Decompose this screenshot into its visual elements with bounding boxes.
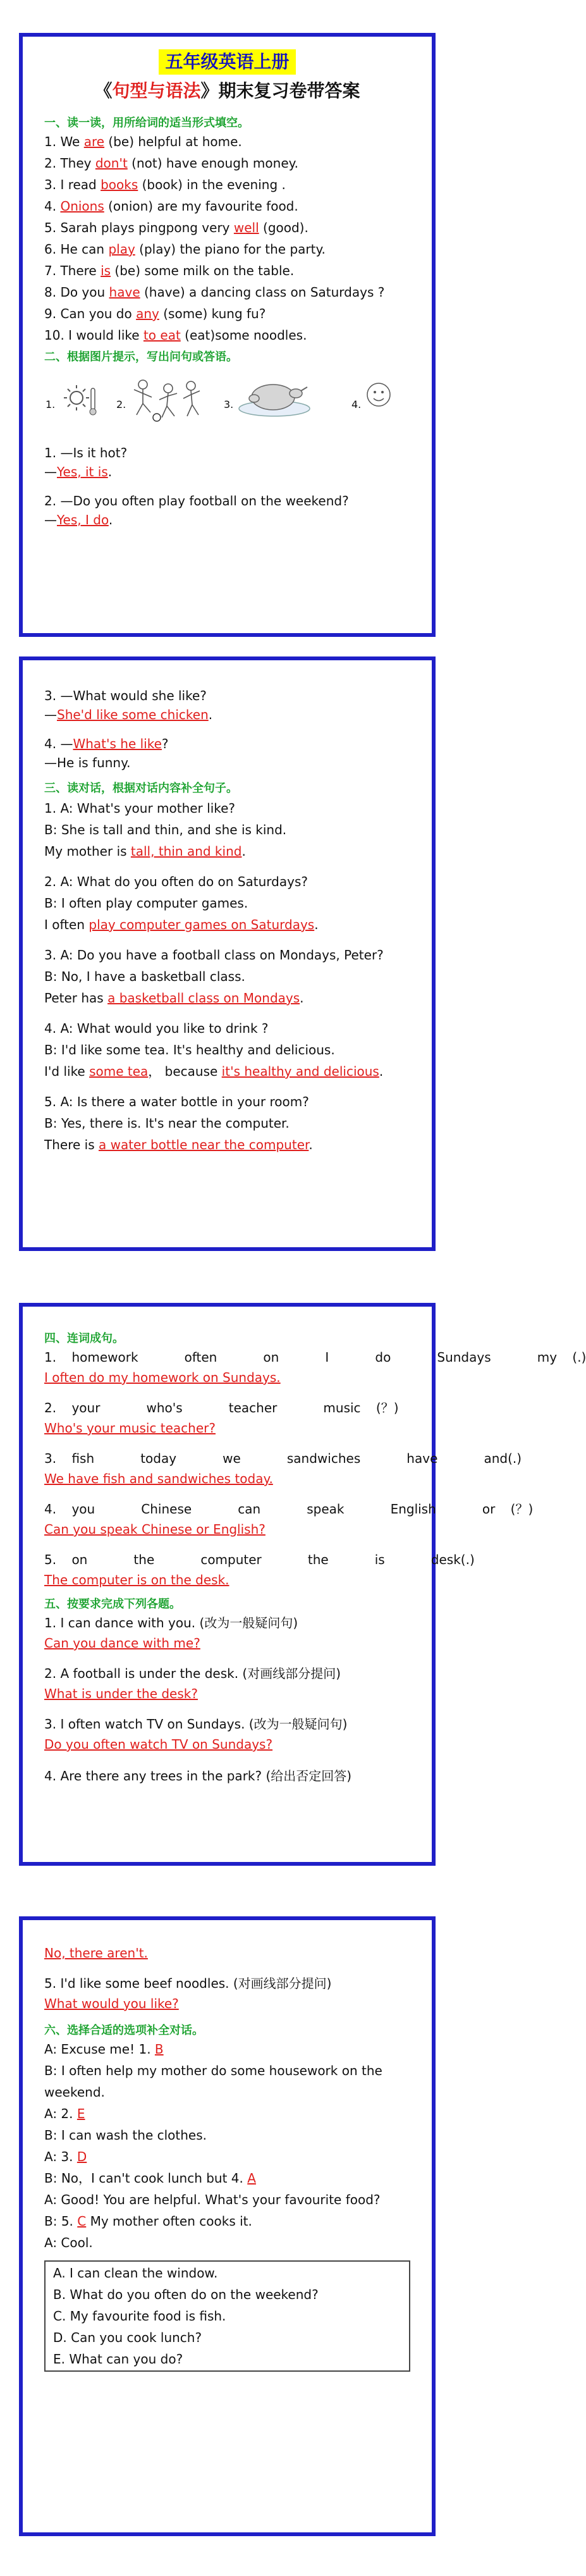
fill-blank-item: 9. Can you do any (some) kung fu? xyxy=(44,306,266,321)
dialogue-1: 1. A: What's your mother like? B: She is tall and thin, and she is kind. My mother is tall, thin and kind. xyxy=(44,801,287,859)
dialogue-4: 4. A: What would you like to drink ? B: I'd like some tea. It's healthy and delicious. I'd like some tea， because it's healthy and delicious. xyxy=(44,1021,384,1079)
section-4-list xyxy=(44,1350,586,1587)
options-box xyxy=(44,2260,410,2372)
blank-answer: to eat xyxy=(143,328,181,343)
sentence-answer: Who's your music teacher? xyxy=(44,1420,216,1436)
picture-row: 1. 2. 3. 4. xyxy=(44,376,410,426)
roast-chicken-picture xyxy=(236,376,312,420)
blank-answer: books xyxy=(101,177,138,192)
blank-answer: play xyxy=(108,242,135,257)
transform-question: 3. I often watch TV on Sundays. (改为一般疑问句) xyxy=(44,1716,348,1732)
option-a: A. I can clean the window. xyxy=(53,2265,218,2281)
section-5-heading: 五、按要求完成下列各题。 xyxy=(44,1598,181,1611)
dialogue-3: 3. A: Do you have a football class on Mondays, Peter? B: No, I have a basketball class. Peter has a basketball class on Mondays. xyxy=(44,947,384,1006)
blank-answer: are xyxy=(83,134,105,149)
blank-answer: Onions xyxy=(60,199,104,214)
scrambled-words: 2. your who's teacher music (？) xyxy=(44,1400,399,1415)
sentence-answer: We have fish and sandwiches today. xyxy=(44,1471,273,1486)
question-2: 2. —Do you often play football on the weekend? xyxy=(44,493,349,508)
transform-question: 1. I can dance with you. (改为一般疑问句) xyxy=(44,1615,298,1630)
task-4-question: 4. Are there any trees in the park? (给出否定回答) xyxy=(44,1768,352,1784)
answer-1: —Yes, it is. xyxy=(44,464,113,479)
section-2-continued xyxy=(44,688,410,770)
dialogue-5: 5. A: Is there a water bottle in your room? B: Yes, there is. It's near the computer. There is a water bottle near the computer. xyxy=(44,1094,313,1152)
section-1-list xyxy=(44,134,410,343)
scrambled-words: 5. on the computer the is desk(.) xyxy=(44,1552,475,1567)
blank-answer: have xyxy=(109,285,140,300)
worksheet-subtitle: 《句型与语法》期末复习卷带答案 xyxy=(94,80,360,101)
transform-answer: What is under the desk? xyxy=(44,1686,198,1701)
fill-blank-item: 4. Onions (onion) are my favourite food. xyxy=(44,199,298,214)
section-2-answers xyxy=(44,445,410,527)
face-picture xyxy=(363,376,394,420)
transform-question: 2. A football is under the desk. (对画线部分提问) xyxy=(44,1666,341,1681)
question-4: 4. —What's he like? xyxy=(44,736,169,751)
fill-blank-item: 3. I read books (book) in the evening . xyxy=(44,177,286,192)
sentence-answer: The computer is on the desk. xyxy=(44,1572,229,1587)
section-1-heading: 一、读一读，用所给词的适当形式填空。 xyxy=(44,116,249,130)
worksheet-title: 五年级英语上册 xyxy=(159,49,295,75)
scrambled-words: 4. you Chinese can speak English or (？) xyxy=(44,1501,534,1517)
answer-4: —He is funny. xyxy=(44,755,131,770)
fill-blank-item: 1. We are (be) helpful at home. xyxy=(44,134,242,149)
dialogue-2: 2. A: What do you often do on Saturdays? B: I often play computer games. I often play computer games on Saturdays. xyxy=(44,874,319,932)
worksheet-card-2 xyxy=(19,656,436,1251)
question-3: 3. —What would she like? xyxy=(44,688,207,703)
scrambled-words: 3. fish today we sandwiches have and(.) xyxy=(44,1451,522,1466)
fill-blank-item: 5. Sarah plays pingpong very well (good). xyxy=(44,220,308,235)
blank-answer: don't xyxy=(95,156,128,171)
task-5-answer: What would you like? xyxy=(44,1996,179,2011)
kids-playing-football-picture xyxy=(129,376,205,424)
section-6-dialogue: A: Excuse me! 1. B B: I often help my mother do some housework on the weekend. A: 2. E B: I can wash the clothes. A: 3. D B: No，I can't cook lunch but 4. A A: Good! You are helpful. What's your favourite food? B: 5. C My mother often cooks it. A: Cool. xyxy=(44,2042,382,2250)
fill-blank-item: 6. He can play (play) the piano for the party. xyxy=(44,242,326,257)
blank-answer: well xyxy=(233,220,259,235)
task-4-answer: No, there aren't. xyxy=(44,1945,148,1961)
blank-answer: is xyxy=(101,263,111,278)
fill-blank-item: 8. Do you have (have) a dancing class on Saturdays ? xyxy=(44,285,385,300)
sentence-answer: Can you speak Chinese or English? xyxy=(44,1522,266,1537)
task-5-question: 5. I'd like some beef noodles. (对画线部分提问) xyxy=(44,1976,332,1991)
option-c: C. My favourite food is fish. xyxy=(53,2308,226,2324)
worksheet-card-1 xyxy=(19,33,436,637)
title-block xyxy=(44,49,410,104)
section-6-heading: 六、选择合适的选项补全对话。 xyxy=(44,2024,204,2037)
sentence-answer: I often do my homework on Sundays. xyxy=(44,1370,281,1385)
option-b: B. What do you often do on the weekend? xyxy=(53,2287,319,2302)
worksheet-card-4 xyxy=(19,1916,436,2536)
section-2-heading: 二、根据图片提示，写出问句或答语。 xyxy=(44,350,238,364)
sun-thermometer-picture xyxy=(61,376,99,420)
answer-3: —She'd like some chicken. xyxy=(44,707,213,722)
answer-2: —Yes, I do. xyxy=(44,512,113,527)
option-e: E. What can you do? xyxy=(53,2351,183,2367)
section-4-heading: 四、连词成句。 xyxy=(44,1332,124,1345)
section-5-list xyxy=(44,1615,410,1752)
scrambled-words: 1. homework often on I do Sundays my (.) xyxy=(44,1350,586,1365)
fill-blank-item: 2. They don't (not) have enough money. xyxy=(44,156,298,171)
transform-answer: Can you dance with me? xyxy=(44,1636,200,1651)
transform-answer: Do you often watch TV on Sundays? xyxy=(44,1737,273,1752)
section-3-heading: 三、读对话，根据对话内容补全句子。 xyxy=(44,782,238,795)
blank-answer: any xyxy=(136,306,159,321)
option-d: D. Can you cook lunch? xyxy=(53,2330,202,2345)
fill-blank-item: 10. I would like to eat (eat)some noodles. xyxy=(44,328,307,343)
worksheet-card-3 xyxy=(19,1303,586,1866)
question-1: 1. —Is it hot? xyxy=(44,445,128,460)
fill-blank-item: 7. There is (be) some milk on the table. xyxy=(44,263,295,278)
